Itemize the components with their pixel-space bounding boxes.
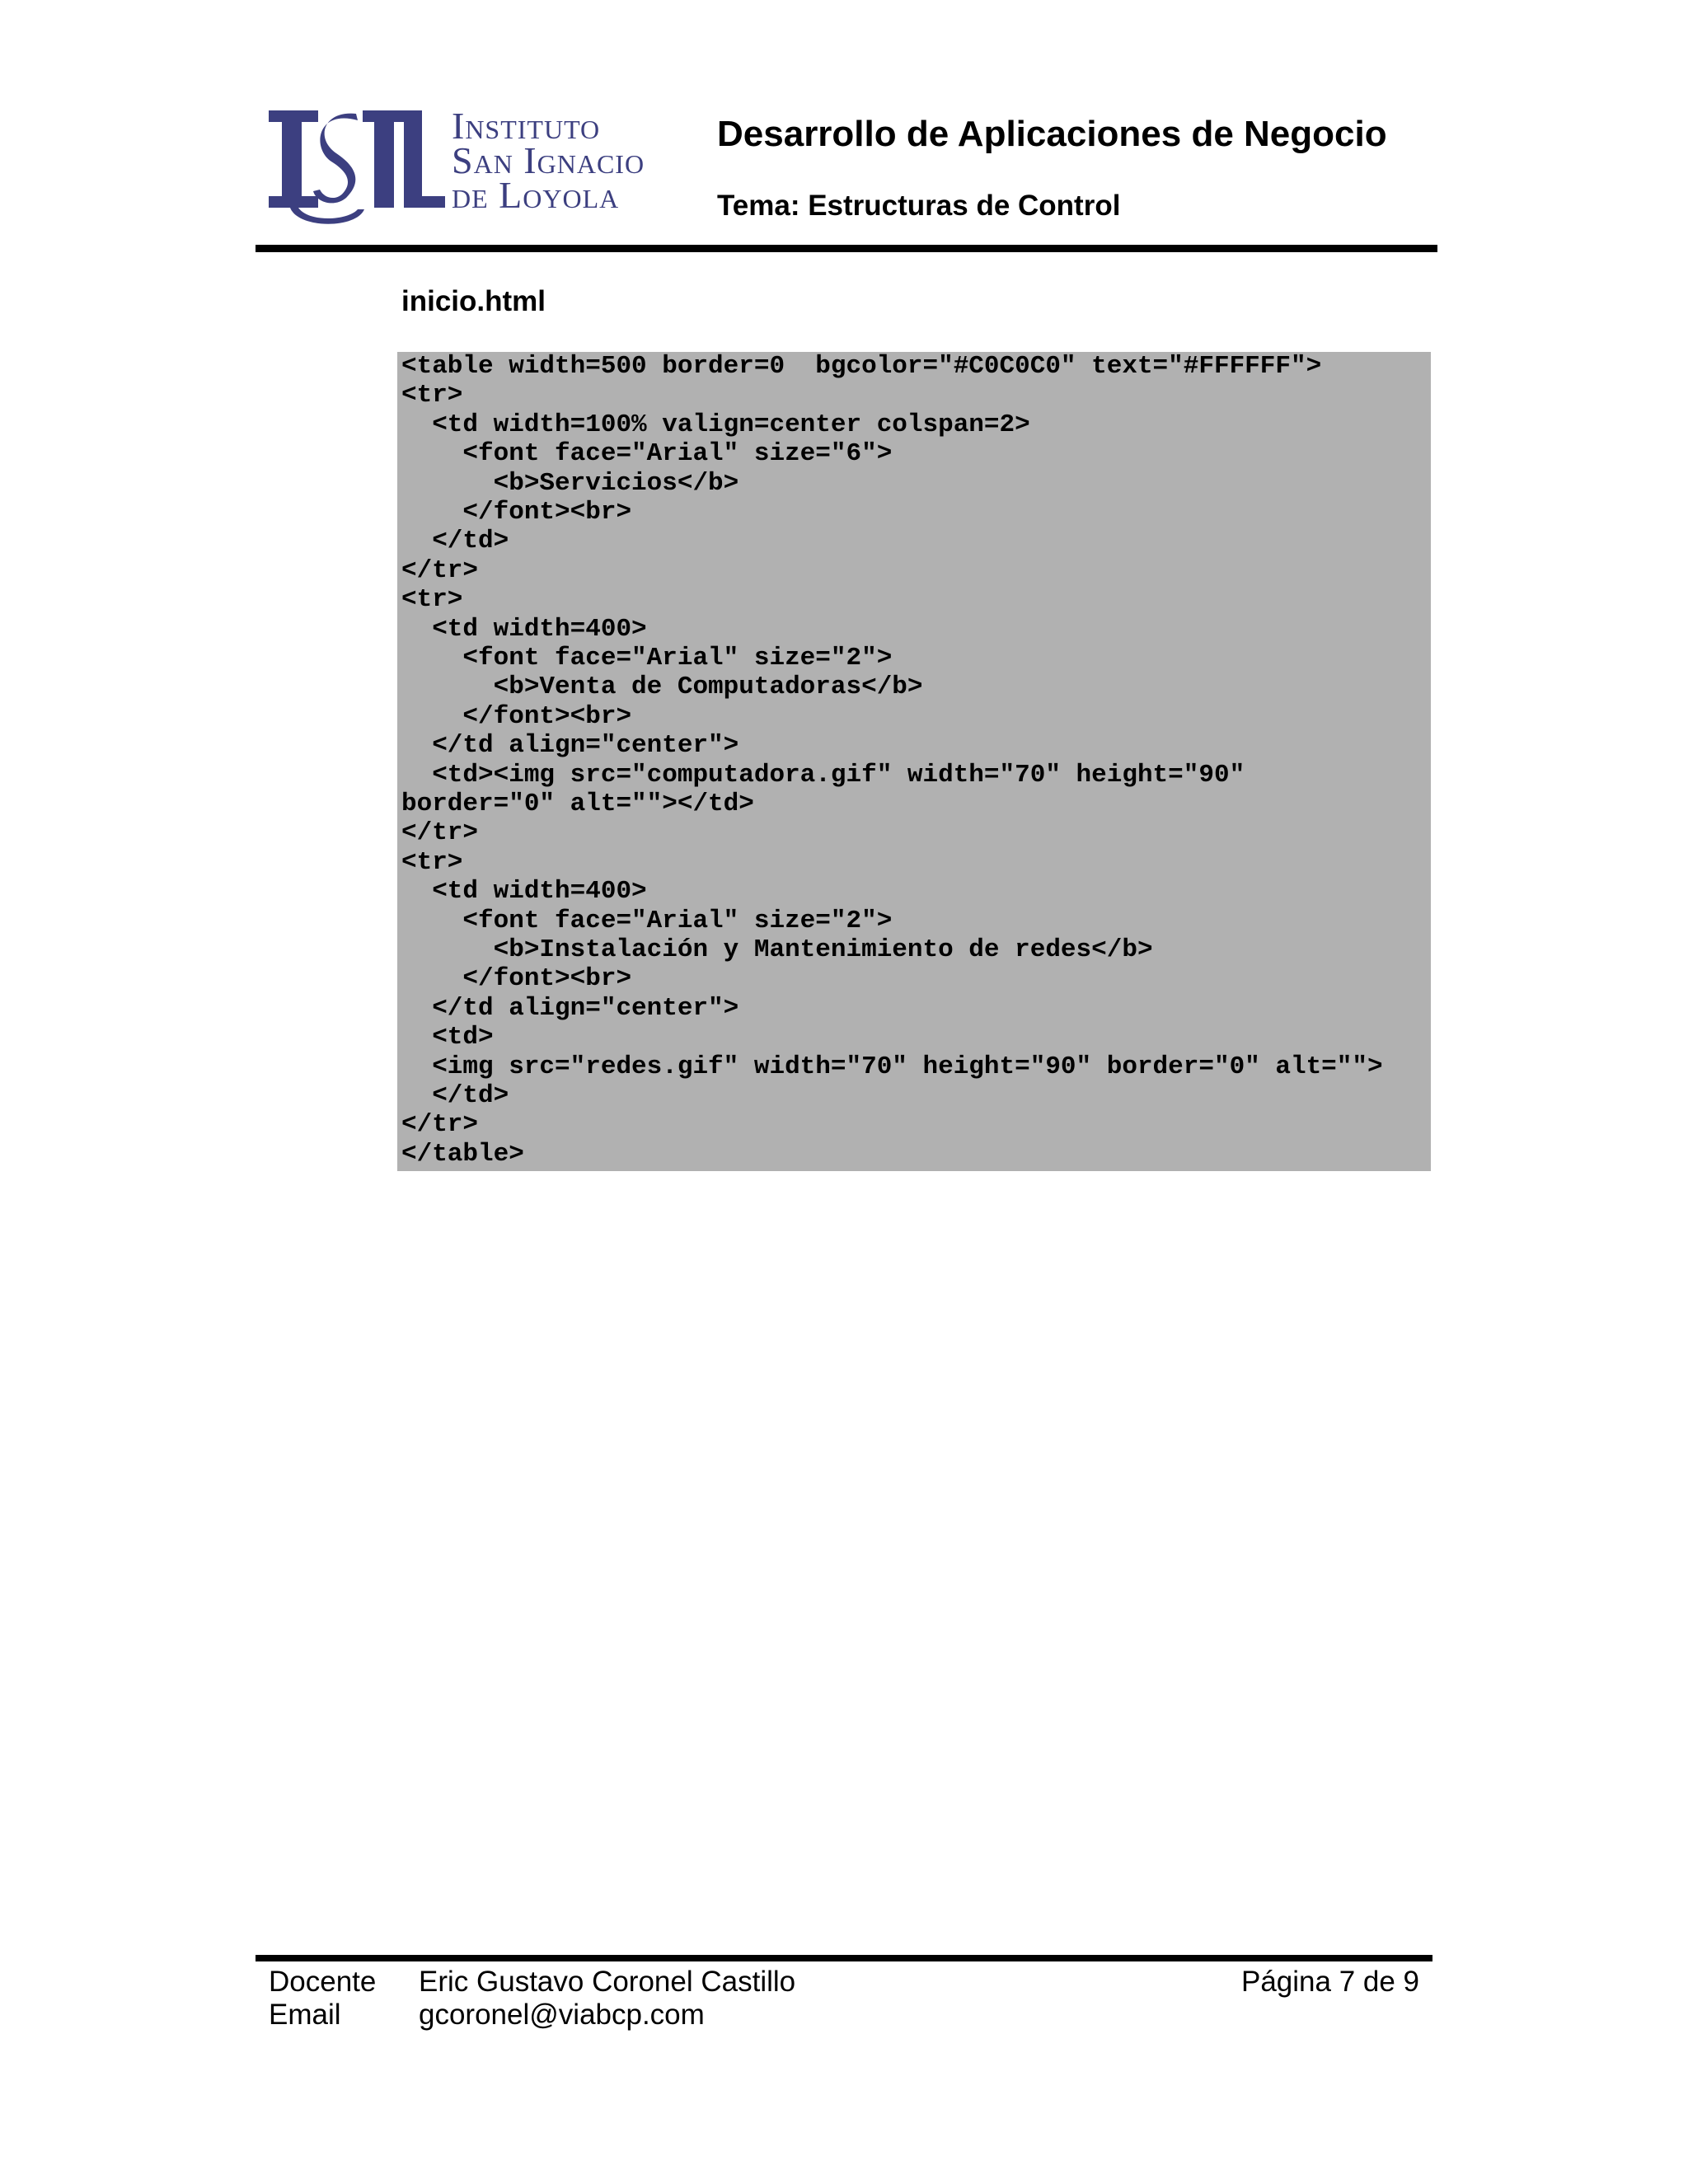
code-line: <tr> <box>401 381 463 410</box>
email-label: Email <box>269 1999 341 2031</box>
code-line: <td width=400> <box>401 877 647 907</box>
email-address: gcoronel@viabcp.com <box>419 1999 705 2031</box>
code-line: </td align="center"> <box>401 731 739 761</box>
code-line: <font face="Arial" size="2"> <box>401 906 893 935</box>
code-line: </td> <box>401 1081 509 1110</box>
code-line: </table> <box>401 1139 524 1169</box>
code-line: <font face="Arial" size="2"> <box>401 644 893 673</box>
code-line: <tr> <box>401 585 463 615</box>
code-line: </font><br> <box>401 701 632 731</box>
document-title: Desarrollo de Aplicaciones de Negocio <box>717 114 1387 154</box>
code-line: <table width=500 border=0 bgcolor="#C0C0C0" text="#FFFFFF"> <box>401 352 1322 381</box>
code-line: <font face="Arial" size="6"> <box>401 439 893 469</box>
code-line: </font><br> <box>401 498 632 527</box>
docente-label: Docente <box>269 1966 377 1998</box>
code-line: </font><br> <box>401 964 632 994</box>
code-line: border="0" alt=""></td> <box>401 790 754 818</box>
logo-line-1: Instituto <box>452 105 601 147</box>
code-line: <td><img src="computadora.gif" width="70" height="90" <box>401 760 1245 790</box>
code-line: <b>Venta de Computadoras</b> <box>401 673 923 702</box>
logo-wordmark <box>452 105 645 216</box>
code-line: <td width=400> <box>401 614 647 644</box>
logo-line-2: San Ignacio <box>452 139 645 181</box>
isil-monogram-icon <box>265 105 447 227</box>
code-line: </td align="center"> <box>401 993 739 1023</box>
footer-divider <box>256 1955 1432 1961</box>
docente-name: Eric Gustavo Coronel Castillo <box>419 1966 796 1998</box>
page-number: Página 7 de 9 <box>1240 1966 1419 1998</box>
code-line: </tr> <box>401 1110 479 1140</box>
code-line: </tr> <box>401 555 479 585</box>
code-line: <td> <box>401 1023 494 1052</box>
code-line: <b>Instalación y Mantenimiento de redes</b> <box>401 935 1153 964</box>
code-listing <box>397 352 1431 1171</box>
logo-line-3: de Loyola <box>452 174 620 216</box>
code-line: <tr> <box>401 847 463 877</box>
document-topic: Tema: Estructuras de Control <box>717 190 1121 222</box>
code-line: </tr> <box>401 818 479 848</box>
header-divider <box>256 245 1437 252</box>
code-line: <img src="redes.gif" width="70" height="90" border="0" alt=""> <box>401 1052 1383 1081</box>
code-line: <td width=100% valign=center colspan=2> <box>401 410 1030 439</box>
code-line: <b>Servicios</b> <box>401 468 739 498</box>
file-name-heading: inicio.html <box>401 285 546 317</box>
code-line: </td> <box>401 527 509 556</box>
institute-logo <box>265 105 702 227</box>
